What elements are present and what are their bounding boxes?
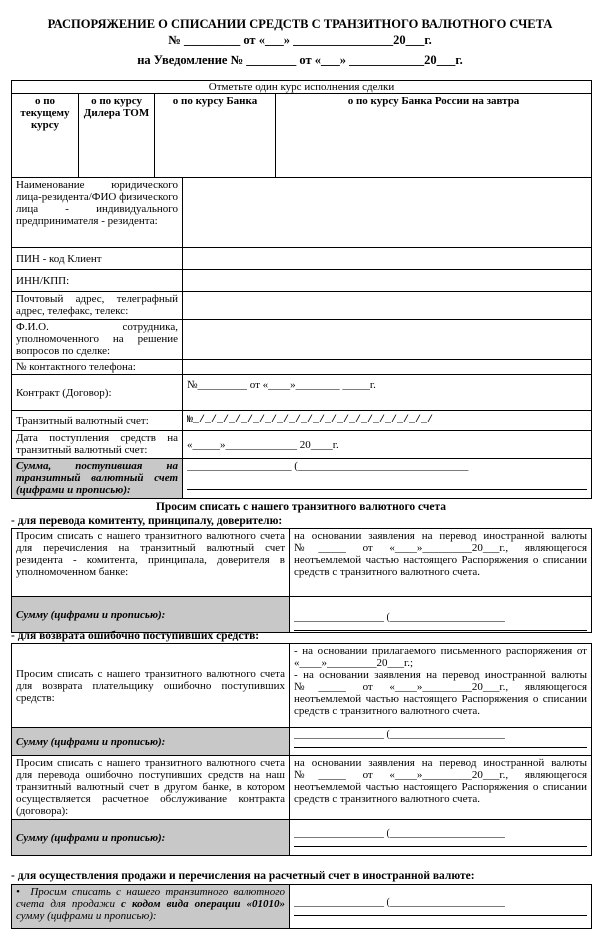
sale-sum-field[interactable] (290, 885, 592, 929)
bullet-icon: • (16, 886, 31, 898)
return-basis-cell (290, 644, 592, 728)
sale-request-text: Просим списать с нашего транзитного валютного счета для продажи (16, 886, 285, 910)
order-number-line: № _________ от «___» ________________20___г. (168, 33, 432, 47)
address-field[interactable] (183, 292, 592, 320)
sale-sum-line (294, 909, 587, 916)
client-name-label: Наименование юридического лица-резидента/ФИО физического лица - индивидуального предпринимателя - резидента: (12, 178, 183, 248)
commitent-sum-label: Сумму (цифрами и прописью): (12, 597, 290, 633)
client-table (11, 177, 592, 499)
client-name-field[interactable] (183, 178, 592, 248)
contract-field[interactable]: №_________ от «____»________ _____г. (183, 375, 592, 411)
commitent-heading: - для перевода комитенту, принципалу, доверителю: (11, 515, 283, 527)
return-basis-order: - на основании прилагаемого письменного распоряжения от «____»_________20___г.; (294, 645, 587, 669)
return-transfer-basis-text: на основании заявления на перевод иностранной валюты №_____ от «____»_________20___г., являющегося неотъемлемой частью настоящего Распоряжения о списании средств с транзитного валютного счета. (290, 756, 592, 820)
return-request-text: Просим списать с нашего транзитного валютного счета для возврата плательщику ошибочно поступивших средств: (12, 644, 290, 728)
rate-option-current[interactable]: о по текущему курсу (12, 94, 79, 178)
commitent-sum-value: __________________ (_______________________ (294, 612, 505, 623)
return-heading: - для возврата ошибочно поступивших средств: (11, 630, 260, 642)
commitent-table (11, 528, 592, 633)
return-transfer-sum-line (294, 840, 587, 847)
return-transfer-sum-field[interactable] (290, 820, 592, 856)
rate-option-dealer-tom[interactable]: о по курсу Дилера TOM (79, 94, 155, 178)
return-table (11, 643, 592, 856)
contact-person-field[interactable] (183, 320, 592, 360)
sale-request-suffix: сумму (цифрами и прописью): (16, 910, 157, 922)
sale-request-cell (12, 885, 290, 929)
transit-account-label: Транзитный валютный счет: (12, 411, 183, 431)
rate-table (11, 80, 592, 178)
commitent-sum-line (294, 624, 587, 631)
receipt-date-label: Дата поступления средств на транзитный валютный счет: (12, 431, 183, 459)
return-basis-application: - на основании заявления на перевод иностранной валюты №_____ от «____»_________20___г., являющегося неотъемлемой частью настоящего Распоряжения о списании средств с транзитного валютного счета. (294, 669, 587, 717)
phone-label: № контактного телефона: (12, 360, 183, 375)
request-title: Просим списать с нашего транзитного валютного счета (155, 501, 447, 513)
page-title: РАСПОРЯЖЕНИЕ О СПИСАНИИ СРЕДСТВ С ТРАНЗИТНОГО ВАЛЮТНОГО СЧЕТА (47, 17, 553, 31)
receipt-date-field[interactable]: «_____»_____________ 20____г. (183, 431, 592, 459)
return-sum-line (294, 741, 587, 748)
rate-caption: Отметьте один курс исполнения сделки (12, 81, 592, 94)
address-label: Почтовый адрес, телеграфный адрес, телефакс, телекс: (12, 292, 183, 320)
commitent-sum-field[interactable] (290, 597, 592, 633)
pin-field[interactable] (183, 248, 592, 270)
sale-heading: - для осуществления продажи и перечисления на расчетный счет в иностранной валюте: (11, 870, 475, 882)
rate-option-cbr-tomorrow[interactable]: о по курсу Банка России на завтра (276, 94, 592, 178)
commitent-request-text: Просим списать с нашего транзитного валютного счета для перечисления на транзитный валютный счет резидента - комитента, принципала, доверителя в уполномоченном банке: (12, 529, 290, 597)
return-transfer-request-text: Просим списать с нашего транзитного валютного счета для перевода ошибочно поступивших средств на наш транзитный валютный счет в другом банке, в котором осуществляется расчетное обслуживание контракта (договора): (12, 756, 290, 820)
rate-option-bank[interactable]: о по курсу Банка (155, 94, 276, 178)
sale-sum-value: __________________ (_______________________ (294, 897, 505, 908)
received-sum-label: Сумма, поступившая на транзитный валютный счет (цифрами и прописью): (12, 459, 183, 499)
contract-label: Контракт (Договор): (12, 375, 183, 411)
phone-field[interactable] (183, 360, 592, 375)
return-transfer-sum-label: Сумму (цифрами и прописью): (12, 820, 290, 856)
inn-field[interactable] (183, 270, 592, 292)
return-sum-field[interactable] (290, 728, 592, 756)
return-sum-value: __________________ (_______________________ (294, 729, 505, 740)
pin-label: ПИН - код Клиент (12, 248, 183, 270)
sale-operation-code: с кодом вида операции «01010» (121, 898, 285, 910)
received-sum-value: ___________________ (_______________________________ (187, 460, 469, 472)
notice-line: на Уведомление № ________ от «___» ____________20___г. (137, 53, 463, 67)
return-transfer-sum-value: __________________ (_______________________ (294, 828, 505, 839)
transit-account-field[interactable]: №_/_/_/_/_/_/_/_/_/_/_/_/_/_/_/_/_/_/_/_/ (183, 411, 592, 431)
inn-label: ИНН/КПП: (12, 270, 183, 292)
return-sum-label: Сумму (цифрами и прописью): (12, 728, 290, 756)
contact-person-label: Ф.И.О. сотрудника, уполномоченного на решение вопросов по сделке: (12, 320, 183, 360)
sale-table (11, 884, 592, 929)
commitent-basis-text: на основании заявления на перевод иностранной валюты №_____ от «____»_________20___г., являющегося неотъемлемой частью настоящего Распоряжения о списании средств с транзитного валютного счета. (290, 529, 592, 597)
received-sum-field[interactable] (183, 459, 592, 499)
received-sum-line (187, 478, 587, 490)
